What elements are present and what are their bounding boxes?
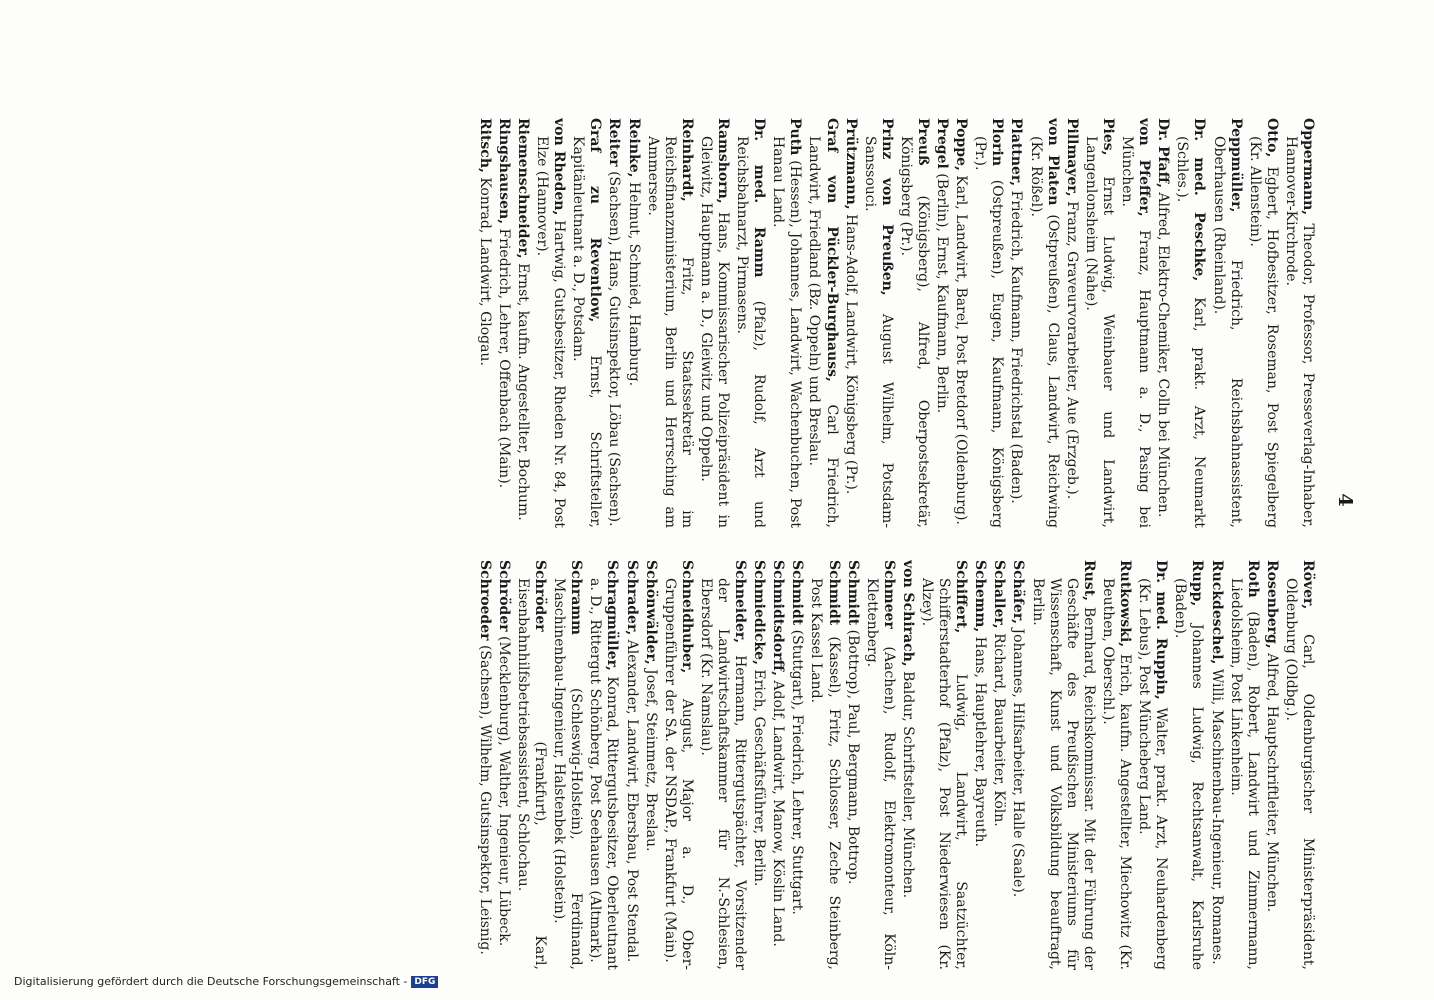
directory-entry xyxy=(1099,560,1133,970)
entry-name: Peppmüller, xyxy=(1227,118,1244,213)
entry-details: (Stuttgart), Friedrich, Lehrer, Stuttgart. xyxy=(789,625,806,915)
directory-entry xyxy=(805,118,839,528)
entry-details: Hermann, Rittergutspächter, Vorsitzender der Landwirtschaftskammer für N.-Schlesien, Ebersdorf (Kr. Namslau). xyxy=(697,578,749,970)
directory-entry xyxy=(533,118,567,528)
directory-entry xyxy=(844,560,861,970)
directory-entry xyxy=(697,118,731,528)
entry-name: Schaller, xyxy=(991,560,1008,629)
entry-details: Egbert, Hofbesitzer, Roseman, Post Spiegelberg (Kr. Allenstein). xyxy=(1246,136,1280,528)
entry-details: Ernst, kaufm. Angestellter, Bochum. xyxy=(514,258,531,521)
entry-details: (Hessen), Johannes, Landwirt, Wachenbuchen, Post Hanau Land. xyxy=(770,136,804,528)
entry-details: Willi, Maschinenbau-Ingenieur, Romanes. xyxy=(1208,664,1225,965)
directory-entry xyxy=(990,560,1007,970)
directory-entry xyxy=(605,118,622,528)
directory-entry xyxy=(1009,560,1026,970)
directory-entry xyxy=(697,560,748,970)
entry-name: Otto, xyxy=(1263,118,1280,158)
entry-name: Riemenschneider, xyxy=(514,118,531,259)
entry-name: von Schirach, xyxy=(899,560,916,667)
entry-name: Schramm xyxy=(568,560,585,635)
entry-name: Ramshorn, xyxy=(715,118,731,204)
directory-entry xyxy=(1029,560,1097,970)
entry-details: Alfred, Hauptschriftleiter, München. xyxy=(1263,648,1280,913)
entry-details: (Aachen), Rudolf, Elektromonteur, Köln-Klettenberg. xyxy=(863,578,897,970)
entry-name: Ringshausen, xyxy=(495,118,512,225)
entry-name: Schäfer, xyxy=(1010,560,1027,625)
entry-name: Schmidt xyxy=(789,560,806,626)
entry-details: Erich, Geschäftsführer, Berlin. xyxy=(751,664,768,887)
entry-details: Erich, kaufm. Angestellter, Miechowitz (Kr. Beuthen, Oberschl.). xyxy=(1099,578,1134,970)
directory-entry xyxy=(1282,560,1316,970)
entry-name: Schmidtsdorff, xyxy=(770,560,787,676)
entry-name: Schragmüller, xyxy=(604,560,621,671)
directory-entry xyxy=(769,560,786,970)
entry-details: Richard, Bauarbeiter, Köln. xyxy=(991,628,1008,827)
directory-entry xyxy=(861,118,895,528)
entry-details: Friedrich, Reichsbahnassistent, Oberhausen (Rheinland). xyxy=(1210,136,1244,528)
directory-entry xyxy=(514,118,531,528)
directory-entry xyxy=(622,560,639,970)
entry-name: von Rheden, xyxy=(551,118,568,216)
entry-name: von Platen xyxy=(1044,118,1061,206)
directory-entry xyxy=(586,560,620,970)
directory-entry xyxy=(971,560,988,970)
entry-details: Karl, prakt. Arzt, Neumarkt (Schles.). xyxy=(1174,136,1208,528)
directory-entry xyxy=(769,118,803,528)
entry-details: Carl Friedrich, Landwirt, Friedland (Bz. Oppeln) und Breslau. xyxy=(806,136,840,528)
entry-details: (Sachsen), Hans, Gutsinspektor, Löbau (Sachsen). xyxy=(606,166,623,527)
entry-details: (Frankfurt), Karl, Eisenbahnhilfsbetriebsassistent, Schlochau. xyxy=(514,578,549,970)
entry-details: Karl, Landwirt, Barel, Post Bretdorf (Oldenburg). xyxy=(953,170,970,525)
entry-name: Ritsch, xyxy=(476,118,493,173)
directory-entry xyxy=(918,560,969,970)
entry-name: Dr. med. Ramm xyxy=(751,118,768,278)
entry-details: August, Major a. D., Ober-Gruppenführer der SA. der NSDAP., Frankfurt (Main). xyxy=(661,578,695,970)
directory-entry xyxy=(1118,118,1152,528)
entry-details: (Mecklenburg), Walther, Ingenieur, Lübeck. xyxy=(495,631,512,947)
entry-name: Schröder xyxy=(532,560,549,632)
entry-details: Franz, Hauptmann a. D., Pasing bei München. xyxy=(1119,136,1153,528)
directory-entry xyxy=(514,560,548,970)
entry-details: Ludwig, Landwirt, Saatzüchter, Schifferstadterhof (Pfalz), Post Niederwiesen (Kr. Alzey). xyxy=(919,578,970,970)
entry-name: Oppermann, xyxy=(1300,118,1316,216)
footer-credit xyxy=(14,975,438,988)
entry-name: von Pfeffer, xyxy=(1136,118,1153,217)
entry-name: Schmeer xyxy=(880,560,897,629)
directory-entry xyxy=(476,118,493,528)
dfg-logo: DFG xyxy=(411,976,438,988)
directory-entry xyxy=(1082,118,1116,528)
entry-name: Prützmann, xyxy=(842,118,859,210)
entry-name: Plattner, xyxy=(1008,118,1025,187)
entry-details: Helmut, Schmied, Hamburg. xyxy=(625,177,642,387)
entry-name: Röver, xyxy=(1300,560,1316,610)
entry-details: Konrad, Landwirt, Glogau. xyxy=(476,172,493,366)
entry-name: Roth xyxy=(1244,560,1261,598)
entry-details: Carl, Oldenburgischer Ministerpräsident, Oldenburg (Oldbg.). xyxy=(1282,578,1316,970)
directory-entry xyxy=(1154,118,1171,528)
entry-name: Schönwälder, xyxy=(642,560,659,665)
entry-details: Franz, Graveurvorarbeiter, Aue (Erzgeb.). xyxy=(1063,196,1080,500)
entry-details: Hartwig, Gutsbesitzer, Rheden Nr. 84, Post Elze (Hannover). xyxy=(534,136,568,528)
entry-details: (Schleswig-Holstein), Ferdinand, Maschinenbau-Ingenieur, Halstenbek (Holstein). xyxy=(551,578,585,970)
entry-name: Reiter xyxy=(606,118,623,167)
directory-entry xyxy=(1209,118,1243,528)
directory-entry xyxy=(863,560,897,970)
entry-details: Theodor, Professor, Presseverlag-Inhaber, Hannover-Kirchrode. xyxy=(1282,136,1316,528)
directory-entry xyxy=(952,118,969,528)
entry-details: (Berlin), Ernst, Kaufmann, Berlin. xyxy=(934,168,951,414)
entry-details: Walter, prakt. Arzt, Neuhardenberg (Kr. Lebus), Post Müncheberg Land. xyxy=(1136,578,1170,970)
entry-name: Schroeder xyxy=(476,560,493,641)
entry-name: Schröder xyxy=(495,560,512,632)
entry-details: Ernst, Schriftsteller, Kapitänleutnant a. D., Potsdam. xyxy=(570,136,604,528)
entry-name: Graf zu Reventlow, xyxy=(587,118,604,323)
directory-entry xyxy=(1173,118,1207,528)
entry-name: Preuß xyxy=(915,118,932,166)
entry-details: Fritz, Staatssekretär im Reichsfinanzministerium, Berlin und Herrsching am Ammersee. xyxy=(644,136,695,528)
entry-name: Puth xyxy=(787,118,804,156)
entry-details: Adolf, Landwirt, Manow, Köslin Land. xyxy=(770,675,787,947)
entry-name: Rosenberg, xyxy=(1263,560,1280,649)
entry-details: (Baden), Robert, Landwirt und Zimmermann, Liedolsheim, Post Linkenheim. xyxy=(1227,578,1261,970)
entry-name: Graf von Pückler-Burghauss, xyxy=(823,118,840,382)
entry-name: Schneider, xyxy=(732,560,749,644)
entry-name: Pillmayer, xyxy=(1063,118,1080,197)
directory-entry xyxy=(1227,560,1261,970)
directory-entry xyxy=(1246,118,1280,528)
directory-entry xyxy=(807,560,841,970)
entry-name: Ruckdeschel, xyxy=(1208,560,1225,665)
entry-details: Konrad, Rittergutsbesitzer, Oberleutnant a. D., Rittergut Schönberg, Post Seehausen (Altmark). xyxy=(587,578,621,970)
directory-entry xyxy=(1027,118,1061,528)
directory-entry xyxy=(495,560,512,970)
entry-name: Rupp, xyxy=(1189,560,1206,607)
directory-entry xyxy=(476,560,493,970)
entry-name: Dr. med. Peschke, xyxy=(1191,118,1208,282)
entry-name: Dr. Pfaff, xyxy=(1155,118,1172,188)
directory-entry xyxy=(1263,560,1280,970)
entry-name: Plorin xyxy=(989,118,1006,167)
directory-entry xyxy=(1007,118,1024,528)
entry-details: Hans, Kommissarischer Polizeipräsident in Gleiwitz, Hauptmann a. D., Gleiwitz und Oppeln. xyxy=(697,136,731,528)
entry-name: Schiffert, xyxy=(953,560,970,634)
directory-entry xyxy=(733,118,767,528)
entry-name: Schneidhuber, xyxy=(678,560,695,674)
directory-entry xyxy=(495,118,512,528)
entry-details: (Bottrop), Paul, Bergmann, Bottrop. xyxy=(844,625,861,885)
entry-name: Rust, xyxy=(1080,560,1097,602)
entry-details: Bernhard, Reichskommissar. Mit der Führung der Geschäfte des Preußischen Ministeriums für Wissenschaft, Kunst und Volksbildung beauftragt, Berlin. xyxy=(1029,578,1097,970)
directory-entry xyxy=(1207,560,1224,970)
directory-entry xyxy=(750,560,767,970)
directory-entry xyxy=(569,118,603,528)
entry-details: (Ostpreußen), Eugen, Kaufmann, Königsberg (Pr.). xyxy=(972,136,1006,528)
directory-entry xyxy=(842,118,859,528)
entry-details: August Wilhelm, Potsdam-Sanssouci. xyxy=(861,136,895,528)
entry-name: Schmidt xyxy=(825,560,842,626)
entry-name: Schmiedicke, xyxy=(751,560,768,665)
directory-entry xyxy=(661,560,695,970)
entry-name: Reinke, xyxy=(625,118,642,178)
directory-entry xyxy=(642,560,659,970)
entry-name: Dr. med. Ruppin, xyxy=(1153,560,1170,700)
directory-entry xyxy=(899,560,916,970)
entry-details: Friedrich, Lehrer, Offenbach (Main). xyxy=(495,224,512,489)
entry-details: Ernst Ludwig, Weinbauer und Landwirt, Langenlonsheim (Nahe). xyxy=(1082,136,1116,528)
directory-entry xyxy=(1171,560,1205,970)
directory-entry xyxy=(550,560,584,970)
entry-details: Friedrich, Kaufmann, Friedrichstal (Baden). xyxy=(1008,186,1025,504)
entry-details: Alfred, Elektro-Chemiker, Colln bei München. xyxy=(1155,187,1172,518)
directory-entry xyxy=(788,560,805,970)
entry-name: Prinz von Preußen, xyxy=(878,118,895,296)
entry-name: Schmidt xyxy=(844,560,861,626)
entry-name: Poppe, xyxy=(953,118,970,171)
entry-details: Hans-Adolf, Landwirt, Königsberg (Pr.). xyxy=(842,209,859,495)
entry-details: (Ostpreußen), Claus, Landwirt, Reichwing (Kr. Rößel). xyxy=(1027,136,1061,528)
left-column xyxy=(176,118,1316,528)
directory-entry xyxy=(1063,118,1080,528)
directory-entry xyxy=(933,118,950,528)
directory-entry xyxy=(1282,118,1316,528)
entry-details: Alexander, Landwirt, Ebersbau, Post Stendal. xyxy=(623,635,640,963)
entry-details: (Königsberg), Alfred, Oberpostsekretär, Königsberg (Pr.). xyxy=(897,136,932,528)
entry-details: (Pfalz), Rudolf, Arzt und Reichsbahnarzt, Pirmasens. xyxy=(734,136,768,528)
entry-details: (Sachsen), Wilhelm, Gutsinspektor, Leisnig. xyxy=(476,640,493,955)
directory-entry xyxy=(644,118,695,528)
directory-entry xyxy=(1135,560,1169,970)
page-number: 4 xyxy=(1334,493,1356,507)
entry-name: Schemm, xyxy=(972,560,989,633)
directory-entry xyxy=(897,118,931,528)
entry-details: Baldur, Schriftsteller, München. xyxy=(899,666,916,899)
entry-details: Hans, Hauptlehrer, Bayreuth. xyxy=(972,632,989,847)
entry-details: (Kassel), Fritz, Schlosser, Zeche Steinberg, Post Kassel Land. xyxy=(808,578,842,970)
entry-name: Rutkowski, xyxy=(1117,560,1134,648)
directory-entry xyxy=(624,118,641,528)
right-column xyxy=(176,560,1316,970)
entry-name: Schrader, xyxy=(623,560,640,636)
entry-name: Pies, xyxy=(1099,118,1116,156)
entry-details: Josef, Steinmetz, Breslau. xyxy=(642,664,659,852)
directory-entry xyxy=(971,118,1005,528)
entry-name: Pregel xyxy=(934,118,951,169)
footer-credit-text: Digitalisierung gefördert durch die Deutsche Forschungsgemeinschaft - xyxy=(14,975,408,988)
entry-details: Johannes, Hilfsarbeiter, Halle (Saale). xyxy=(1010,624,1027,898)
entry-details: Johannes Ludwig, Rechtsanwalt, Karlsruhe (Baden). xyxy=(1172,578,1206,970)
entry-name: Reinhardt, xyxy=(678,118,695,202)
